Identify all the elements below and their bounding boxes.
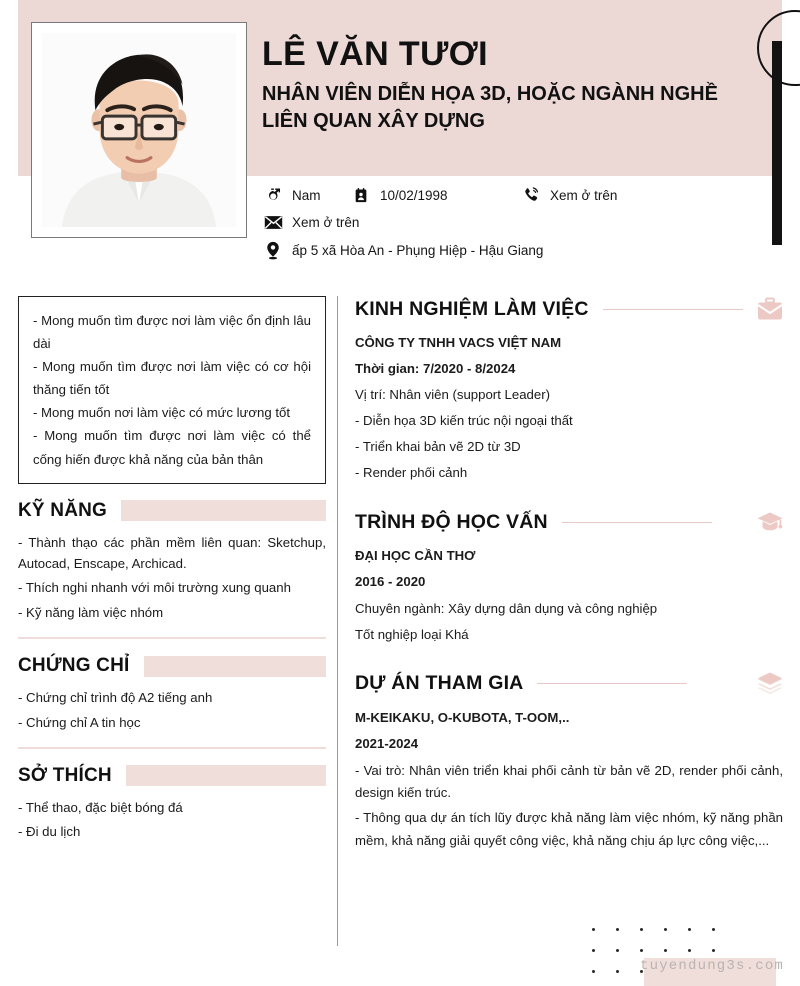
section-separator <box>18 637 326 639</box>
section-skills-title: KỸ NĂNG <box>18 499 108 521</box>
dot <box>616 970 619 973</box>
location-pin-icon <box>262 241 284 260</box>
experience-position: Vị trí: Nhân viên (support Leader) <box>355 387 550 403</box>
dot <box>592 928 595 931</box>
contact-address <box>262 241 543 260</box>
spacer <box>355 651 783 671</box>
contact-dob-value: 10/02/1998 <box>380 187 448 203</box>
profile-photo-frame <box>31 22 247 238</box>
dot <box>592 949 595 952</box>
dot <box>640 949 643 952</box>
column-divider <box>337 296 338 946</box>
skill-item: - Thành thạo các phần mềm liên quan: Sketchup, Autocad, Enscape, Archicad. <box>18 534 326 572</box>
contact-block <box>262 186 782 271</box>
section-experience <box>355 296 783 483</box>
graduation-cap-icon <box>757 509 783 535</box>
briefcase-icon <box>757 296 783 322</box>
education-major: Chuyên ngành: Xây dựng dân dụng và công nghiệp <box>355 600 658 616</box>
title-rule <box>603 309 743 310</box>
experience-duty: - Triển khai bản vẽ 2D từ 3D <box>355 439 521 455</box>
section-separator <box>18 747 326 749</box>
profile-photo <box>42 33 236 227</box>
section-accent-bar <box>144 656 326 677</box>
dot <box>664 928 667 931</box>
mail-icon <box>262 215 284 230</box>
project-detail: - Vai trò: Nhân viên triển khai phối cảnh từ bản vẽ 2D, render phối cảnh, design kiến trúc. <box>355 762 783 801</box>
dot <box>640 928 643 931</box>
contact-row-2 <box>262 215 782 230</box>
experience-duty: - Render phối cảnh <box>355 465 468 481</box>
contact-phone-value: Xem ở trên <box>550 187 618 203</box>
section-hobbies-header <box>18 765 326 787</box>
section-education-header <box>355 509 783 535</box>
section-skills-header <box>18 500 326 522</box>
section-experience-title: KINH NGHIỆM LÀM VIỆC <box>355 297 589 320</box>
section-education <box>355 509 783 644</box>
section-experience-header <box>355 296 783 322</box>
education-grade: Tốt nghiệp loại Khá <box>355 626 469 642</box>
project-names: M-KEIKAKU, O-KUBOTA, T-OOM,.. <box>355 709 570 725</box>
section-accent-bar <box>126 765 326 786</box>
dot <box>616 949 619 952</box>
certificate-item: - Chứng chỉ trình độ A2 tiếng anh <box>18 690 213 706</box>
section-hobbies-title: SỞ THÍCH <box>18 764 112 786</box>
section-experience-body <box>355 333 783 483</box>
certificate-item: - Chứng chỉ A tin học <box>18 714 141 730</box>
section-accent-bar <box>121 500 326 521</box>
layers-icon <box>757 671 783 697</box>
job-title: NHÂN VIÊN DIỄN HỌA 3D, HOẶC NGÀNH NGHỀ LIÊN QUAN XÂY DỰNG <box>262 83 718 132</box>
skill-item: - Kỹ năng làm việc nhóm <box>18 604 164 620</box>
dot <box>688 949 691 952</box>
right-column <box>355 296 783 857</box>
portrait-illustration <box>42 33 236 227</box>
section-projects-header <box>355 671 783 697</box>
title-rule <box>562 522 712 523</box>
objective-line: - Mong muốn tìm được nơi làm việc có cơ hội thăng tiến tốt <box>33 359 311 398</box>
gender-icon <box>262 187 284 204</box>
objective-line: - Mong muốn nơi làm việc có mức lương tốt <box>33 405 291 421</box>
title-rule <box>537 683 687 684</box>
objective-box <box>18 296 326 484</box>
section-hobbies-body <box>18 797 326 843</box>
objective-line: - Mong muốn tìm được nơi làm việc có thể cống hiến được khả năng của bản thân <box>33 428 311 467</box>
phone-icon <box>520 186 542 204</box>
project-detail: - Thông qua dự án tích lũy được khả năng làm việc nhóm, kỹ năng phần mềm, khả năng giải quyết công việc, khả năng chịu áp lực công việc,... <box>355 810 783 848</box>
contact-email <box>262 215 359 230</box>
dot <box>616 928 619 931</box>
section-projects <box>355 671 783 853</box>
contact-gender <box>262 187 350 204</box>
education-period: 2016 - 2020 <box>355 574 426 590</box>
section-projects-body <box>355 708 783 853</box>
calendar-icon <box>350 187 372 204</box>
section-certificates-body <box>18 687 326 733</box>
contact-dob <box>350 187 520 204</box>
spacer <box>355 489 783 509</box>
dot <box>712 928 715 931</box>
experience-company: CÔNG TY TNHH VACS VIỆT NAM <box>355 335 562 350</box>
hobby-item: - Đi du lịch <box>18 824 81 840</box>
contact-phone <box>520 186 617 204</box>
contact-address-value: ấp 5 xã Hòa An - Phụng Hiệp - Hậu Giang <box>292 243 544 258</box>
header-text-block <box>262 36 762 134</box>
watermark-text: tuyendung3s.com <box>640 958 785 974</box>
contact-gender-value: Nam <box>292 187 321 203</box>
section-projects-title: DỰ ÁN THAM GIA <box>355 672 524 695</box>
section-skills-body <box>18 532 326 624</box>
contact-email-value: Xem ở trên <box>292 215 360 230</box>
education-school: ĐẠI HỌC CẦN THƠ <box>355 548 476 564</box>
hobby-item: - Thể thao, đặc biệt bóng đá <box>18 799 183 815</box>
contact-row-1 <box>262 186 782 204</box>
page-title: LÊ VĂN TƯƠI <box>262 35 488 73</box>
section-certificates-header <box>18 655 326 677</box>
contact-row-3 <box>262 241 782 260</box>
section-education-body <box>355 546 783 644</box>
dot <box>664 949 667 952</box>
dot <box>592 970 595 973</box>
project-period: 2021-2024 <box>355 735 419 751</box>
section-certificates-title: CHỨNG CHỈ <box>18 655 130 677</box>
experience-duty: - Diễn họa 3D kiến trúc nội ngoại thất <box>355 413 573 429</box>
section-skills <box>18 500 326 624</box>
objective-line: - Mong muốn tìm được nơi làm việc ổn định lâu dài <box>33 313 311 352</box>
section-certificates <box>18 655 326 733</box>
dot <box>688 928 691 931</box>
section-hobbies <box>18 765 326 843</box>
experience-period: Thời gian: 7/2020 - 8/2024 <box>355 361 516 377</box>
section-education-title: TRÌNH ĐỘ HỌC VẤN <box>355 510 548 533</box>
dot <box>712 949 715 952</box>
left-column <box>18 296 326 846</box>
skill-item: - Thích nghi nhanh với môi trường xung quanh <box>18 580 291 596</box>
